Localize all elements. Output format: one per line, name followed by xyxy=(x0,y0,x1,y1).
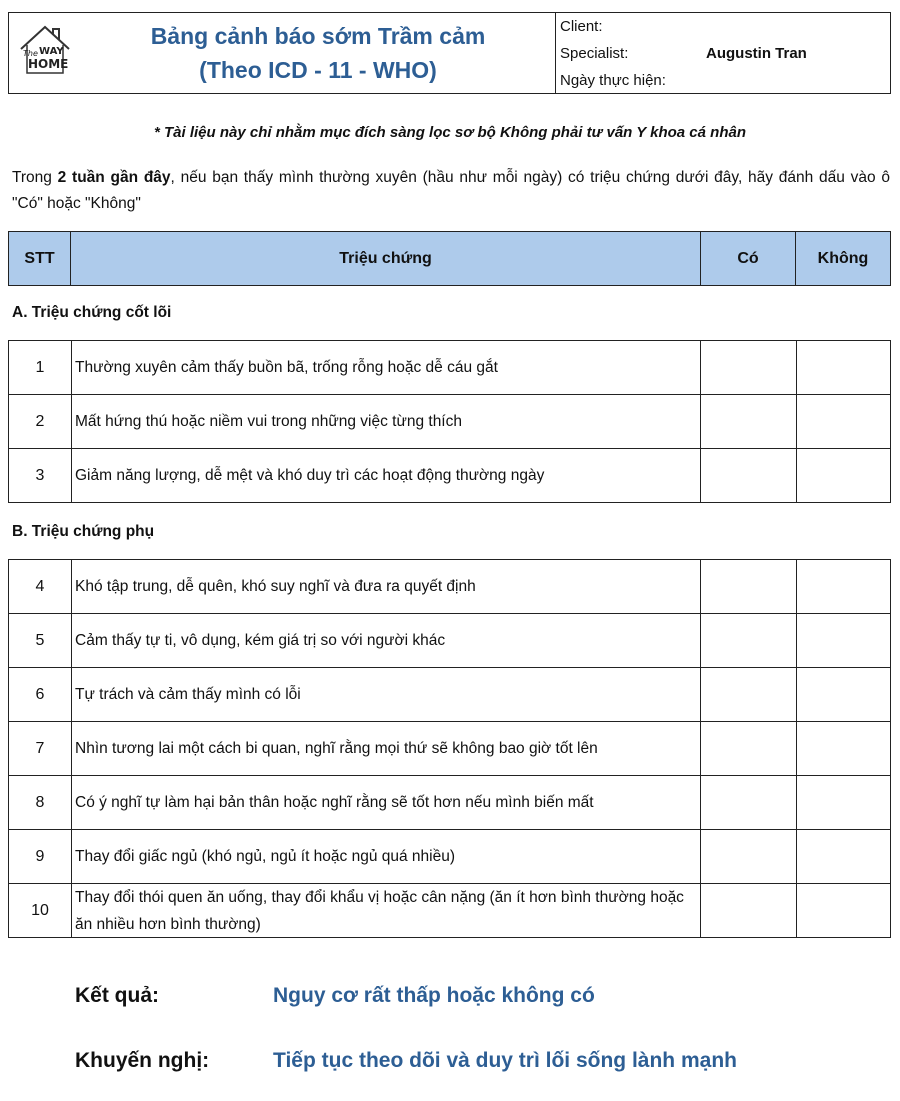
table-row xyxy=(8,830,891,884)
date-row xyxy=(560,68,886,94)
yes-checkbox-cell[interactable] xyxy=(701,449,797,502)
table-row xyxy=(8,341,891,395)
result-value: Nguy cơ rất thấp hoặc không có xyxy=(273,984,595,1007)
symptom-text: Mất hứng thú hoặc niềm vui trong những việc từng thích xyxy=(71,395,701,448)
table-row xyxy=(8,449,891,503)
result-label: Kết quả: xyxy=(75,984,159,1007)
svg-text:WAY: WAY xyxy=(39,46,64,57)
symptom-text: Thường xuyên cảm thấy buồn bã, trống rỗng hoặc dễ cáu gắt xyxy=(71,341,701,394)
no-checkbox-cell[interactable] xyxy=(796,449,890,502)
no-checkbox-cell[interactable] xyxy=(796,830,890,883)
document-title xyxy=(81,13,556,93)
instructions-paragraph xyxy=(12,165,890,217)
symptom-text: Nhìn tương lai một cách bi quan, nghĩ rằng mọi thứ sẽ không bao giờ tốt lên xyxy=(71,722,701,775)
symptom-text: Thay đổi thói quen ăn uống, thay đổi khẩu vị hoặc cân nặng (ăn ít hơn bình thường hoặc ăn nhiều hơn bình thường) xyxy=(71,884,701,937)
table-row xyxy=(8,560,891,614)
recommendation-label: Khuyến nghị: xyxy=(75,1049,210,1072)
yes-checkbox-cell[interactable] xyxy=(701,776,797,829)
table-row xyxy=(8,614,891,668)
row-number: 7 xyxy=(9,722,72,775)
table-row xyxy=(8,395,891,449)
intro-text-before: Trong xyxy=(12,169,58,186)
house-logo-icon xyxy=(17,23,73,81)
section-b-title: B. Triệu chứng phụ xyxy=(12,523,155,540)
table-row xyxy=(8,722,891,776)
row-number: 3 xyxy=(9,449,72,502)
yes-checkbox-cell[interactable] xyxy=(701,614,797,667)
disclaimer-note: * Tài liệu này chỉ nhằm mục đích sàng lọc sơ bộ Không phải tư vấn Y khoa cá nhân xyxy=(153,124,746,141)
specialist-label: Specialist: xyxy=(560,45,629,62)
row-number: 8 xyxy=(9,776,72,829)
specialist-value[interactable]: Augustin Tran xyxy=(706,45,807,62)
no-checkbox-cell[interactable] xyxy=(796,614,890,667)
symptom-text: Có ý nghĩ tự làm hại bản thân hoặc nghĩ rằng sẽ tốt hơn nếu mình biến mất xyxy=(71,776,701,829)
no-checkbox-cell[interactable] xyxy=(796,668,890,721)
symptom-text: Khó tập trung, dễ quên, khó suy nghĩ và đưa ra quyết định xyxy=(71,560,701,613)
symptom-text: Tự trách và cảm thấy mình có lỗi xyxy=(71,668,701,721)
row-number: 10 xyxy=(9,884,72,937)
specialist-row xyxy=(560,41,886,67)
col-stt-header: STT xyxy=(9,232,71,285)
no-checkbox-cell[interactable] xyxy=(796,560,890,613)
table-row xyxy=(8,668,891,722)
title-line-1: Bảng cảnh báo sớm Trầm cảm xyxy=(150,23,486,49)
symptom-table-header xyxy=(8,231,891,286)
section-a-title: A. Triệu chứng cốt lõi xyxy=(12,304,172,321)
no-checkbox-cell[interactable] xyxy=(796,722,890,775)
col-yes-header: Có xyxy=(701,232,796,285)
no-checkbox-cell[interactable] xyxy=(796,776,890,829)
info-panel xyxy=(556,13,890,93)
recommendation-value: Tiếp tục theo dõi và duy trì lối sống lành mạnh xyxy=(273,1049,737,1072)
date-label: Ngày thực hiện: xyxy=(560,72,666,89)
symptom-text: Giảm năng lượng, dễ mệt và khó duy trì các hoạt động thường ngày xyxy=(71,449,701,502)
row-number: 5 xyxy=(9,614,72,667)
svg-text:HOME: HOME xyxy=(28,57,69,71)
yes-checkbox-cell[interactable] xyxy=(701,722,797,775)
symptom-text: Cảm thấy tự ti, vô dụng, kém giá trị so với người khác xyxy=(71,614,701,667)
yes-checkbox-cell[interactable] xyxy=(701,395,797,448)
yes-checkbox-cell[interactable] xyxy=(701,560,797,613)
yes-checkbox-cell[interactable] xyxy=(701,341,797,394)
intro-text-bold: 2 tuần gần đây xyxy=(57,169,171,186)
col-symptom-header: Triệu chứng xyxy=(71,232,701,285)
svg-text:The: The xyxy=(23,49,38,58)
client-label: Client: xyxy=(560,18,603,35)
col-no-header: Không xyxy=(817,250,869,267)
no-checkbox-cell[interactable] xyxy=(796,341,890,394)
section-b-table xyxy=(8,559,891,938)
logo xyxy=(9,13,81,93)
table-row xyxy=(8,884,891,938)
client-row xyxy=(560,14,886,40)
table-row xyxy=(8,776,891,830)
yes-checkbox-cell[interactable] xyxy=(701,668,797,721)
section-a-table xyxy=(8,340,891,503)
title-line-2: (Theo ICD - 11 - WHO) xyxy=(199,57,437,83)
no-checkbox-cell[interactable] xyxy=(796,884,890,937)
row-number: 4 xyxy=(9,560,72,613)
row-number: 1 xyxy=(9,341,72,394)
document-header xyxy=(8,12,891,94)
row-number: 6 xyxy=(9,668,72,721)
yes-checkbox-cell[interactable] xyxy=(701,884,797,937)
row-number: 9 xyxy=(9,830,72,883)
no-checkbox-cell[interactable] xyxy=(796,395,890,448)
symptom-text: Thay đổi giấc ngủ (khó ngủ, ngủ ít hoặc ngủ quá nhiều) xyxy=(71,830,701,883)
row-number: 2 xyxy=(9,395,72,448)
yes-checkbox-cell[interactable] xyxy=(701,830,797,883)
intro-text-after: , nếu bạn thấy mình thường xuyên (hầu như mỗi ngày) có triệu chứng dưới đây, hãy đánh dấu vào ô "Có" hoặc "Không" xyxy=(12,169,890,212)
